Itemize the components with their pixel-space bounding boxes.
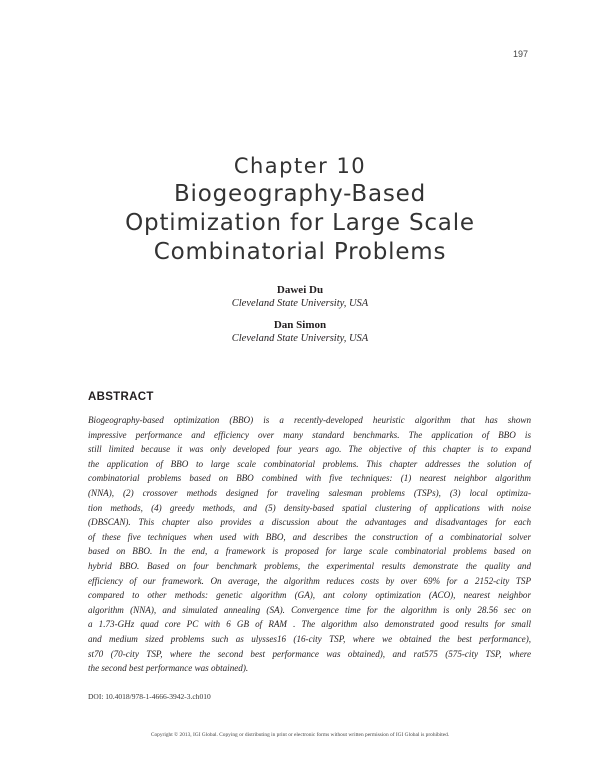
abstract-line: a 1.73-GHz quad core PC with 6 GB of RAM . The algorithm also demonstrated good results for small (88, 619, 531, 630)
author-name: Dan Simon (273, 319, 327, 331)
abstract-line: based on BBO. In the end, a framework is proposed for large scale combinatorial problems based on (88, 546, 531, 557)
abstract-line: efficiency of our framework. On average, the algorithm reduces costs by over 69% for a 2152-city TSP (88, 575, 531, 586)
copyright-notice: Copyright © 2013, IGI Global. Copying or distributing in print or electronic forms without written permission of IGI Global is prohibited. (150, 732, 450, 738)
abstract-line: algorithm (NNA), and simulated annealing (SA). Convergence time for the algorithm is only 28.56 sec on (88, 604, 531, 615)
abstract-heading: ABSTRACT (88, 391, 154, 403)
abstract-line: still limited because it was only developed four years ago. The objective of this chapter is to expand (88, 444, 531, 455)
author-name: Dawei Du (276, 284, 324, 296)
chapter-title (60, 180, 540, 267)
abstract-line: st70 (70-city TSP, where the second best performance was obtained), and rat575 (575-city TSP, where (88, 648, 531, 659)
author-block (0, 284, 600, 310)
abstract-line: hybrid BBO. Based on four benchmark problems, the experimental results demonstrate the quality and (88, 560, 531, 571)
abstract-line: (DBSCAN). This chapter also provides a discussion about the advantages and disadvantages for each (88, 517, 531, 528)
chapter-title-line: Biogeography-Based (173, 181, 427, 207)
abstract-line: (NNA), (2) crossover methods designed for traveling salesman problems (TSPs), (3) local optimiza- (88, 487, 531, 498)
doi: DOI: 10.4018/978-1-4666-3942-3.ch010 (88, 692, 211, 701)
author-affiliation: Cleveland State University, USA (231, 298, 369, 309)
abstract-line: compared to other methods: genetic algorithm (GA), ant colony optimization (ACO), nearest neighbor (88, 590, 531, 601)
chapter-title-line: Optimization for Large Scale (125, 210, 475, 236)
abstract-line: tion methods, (4) greedy methods, and (5) density-based spatial clustering of applications with noise (88, 502, 531, 513)
abstract-line: the application of BBO to large scale combinatorial problems. This chapter addresses the solution of (88, 458, 531, 469)
page-number: 197 (512, 49, 528, 59)
abstract-line: of these five techniques when used with BBO, and describes the construction of a combinatorial solver (88, 531, 531, 542)
abstract-line: and medium sized problems such as ulysses16 (16-city TSP, where we obtained the best performance), (88, 633, 531, 644)
chapter-label: Chapter 10 (233, 154, 367, 178)
abstract-line: Biogeography-based optimization (BBO) is a recently-developed heuristic algorithm that has shown (88, 415, 531, 425)
abstract-line: impressive performance and efficiency over many standard benchmarks. The application of BBO is (88, 429, 531, 440)
chapter-title-line: Combinatorial Problems (153, 239, 447, 265)
abstract-line: combinatorial problems based on BBO combined with five techniques: (1) nearest neighbor algorithm (88, 473, 531, 484)
abstract-body (88, 413, 531, 676)
author-affiliation: Cleveland State University, USA (231, 333, 369, 344)
author-block (0, 319, 600, 345)
abstract-line: the second best performance was obtained). (88, 663, 249, 674)
